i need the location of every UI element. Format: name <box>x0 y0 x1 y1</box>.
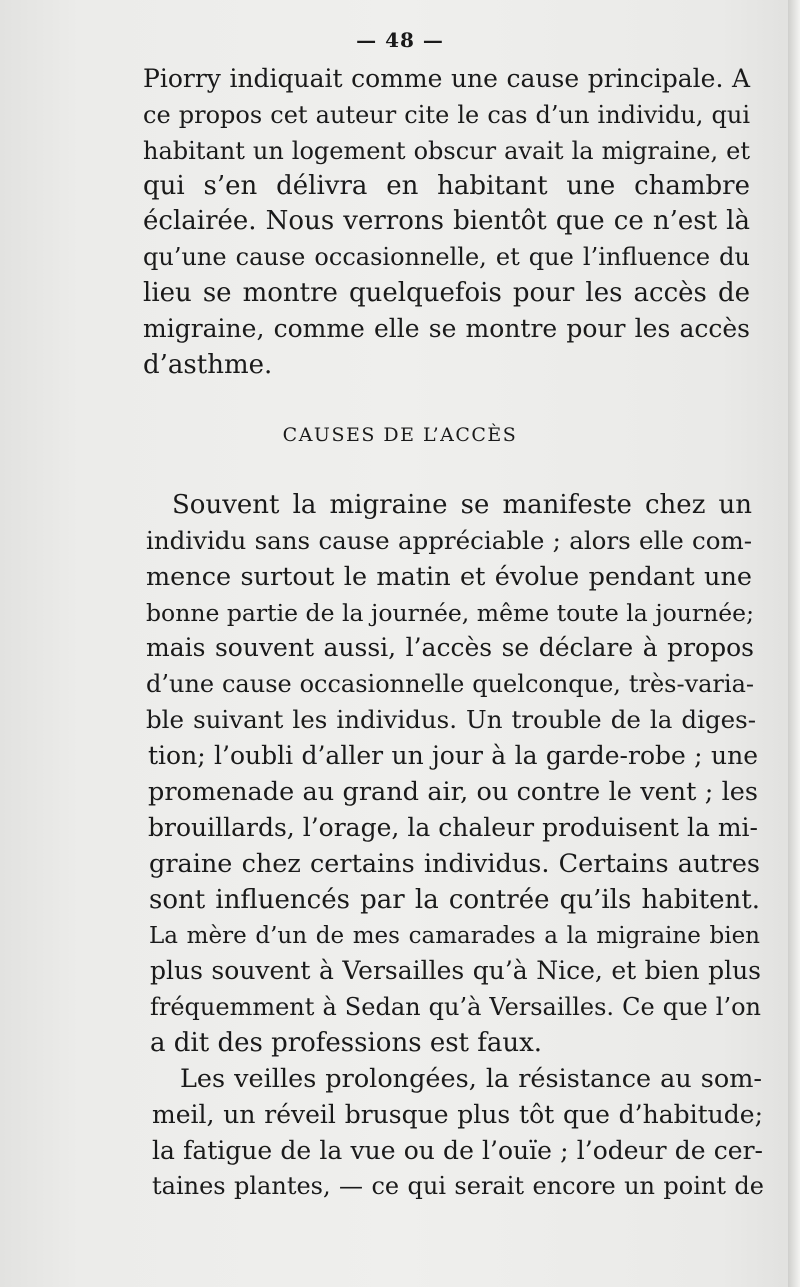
text-line: Les veilles prolongées, la résistance au som- <box>180 1064 762 1094</box>
text-line: éclairée. Nous verrons bientôt que ce n’est là <box>143 206 750 236</box>
text-line: la fatigue de la vue ou de l’ouïe ; l’odeur de cer- <box>152 1136 763 1165</box>
text-line: individu sans cause appréciable ; alors elle com- <box>146 526 752 555</box>
text-line: sont influencés par la contrée qu’ils habitent. <box>149 885 760 915</box>
text-line: lieu se montre quelquefois pour les accès de <box>143 278 750 308</box>
text-line: ble suivant les individus. Un trouble de la diges- <box>146 705 756 734</box>
text-line: plus souvent à Versailles qu’à Nice, et bien plus <box>150 956 761 985</box>
text-line: habitant un logement obscur avait la migraine, et <box>143 137 750 165</box>
text-line: d’une cause occasionnelle quelconque, très-varia- <box>146 670 754 698</box>
text-line: brouillards, l’orage, la chaleur produisent la mi- <box>148 813 758 842</box>
text-line: graine chez certains individus. Certains autres <box>149 849 760 879</box>
text-line: qui s’en délivra en habitant une chambre <box>143 171 750 201</box>
text-line: taines plantes, — ce qui serait encore un point de <box>152 1172 764 1200</box>
text-line: a dit des professions est faux. <box>150 1028 543 1058</box>
text-line: promenade au grand air, ou contre le vent ; les <box>148 777 758 807</box>
text-line: mence surtout le matin et évolue pendant une <box>146 562 752 592</box>
text-line: Piorry indiquait comme une cause principale. A <box>143 64 750 93</box>
text-line: bonne partie de la journée, même toute la journée; <box>146 599 754 627</box>
text-line: La mère d’un de mes camarades a la migraine bien <box>149 923 760 949</box>
text-line: migraine, comme elle se montre pour les accès <box>143 314 750 343</box>
text-line: meil, un réveil brusque plus tôt que d’habitude; <box>152 1100 763 1129</box>
text-line: qu’une cause occasionnelle, et que l’influence du <box>143 243 750 271</box>
page-edge <box>788 0 800 1287</box>
text-line: ce propos cet auteur cite le cas d’un individu, qui <box>143 101 750 129</box>
text-line: mais souvent aussi, l’accès se déclare à propos <box>146 633 754 662</box>
page-number: — 48 — <box>356 28 444 52</box>
text-line: Souvent la migraine se manifeste chez un <box>172 490 752 520</box>
text-line: fréquemment à Sedan qu’à Versailles. Ce que l’on <box>150 993 761 1021</box>
text-line: d’asthme. <box>143 350 273 380</box>
section-heading: CAUSES DE L’ACCÈS <box>282 424 518 446</box>
text-line: tion; l’oubli d’aller un jour à la garde-robe ; une <box>148 741 758 770</box>
